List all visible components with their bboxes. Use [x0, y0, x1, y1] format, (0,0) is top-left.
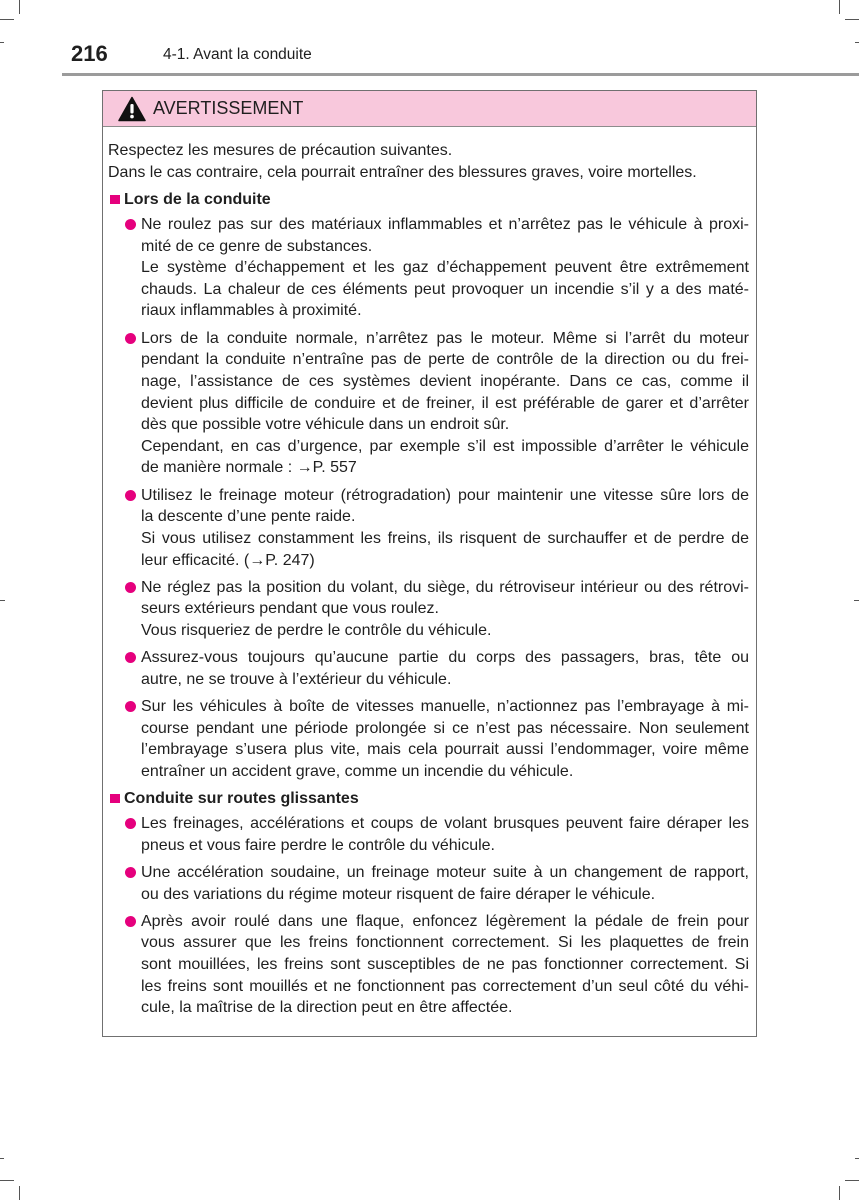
text-line: ou des variations du régime moteur risquent de faire déraper le véhicule. — [141, 885, 656, 903]
text-line: vous assurer que les freins fonctionnent correctement. Si les plaquettes de frein — [141, 934, 749, 952]
paragraph — [141, 862, 749, 905]
text-line: l’embrayage s’usera plus vite, mais cela pourrait aussi l’endommager, voire même — [141, 741, 749, 759]
bullet-item — [141, 696, 749, 783]
crop-mark — [19, 0, 20, 14]
text-line: course pendant une période prolongée si ce n’est pas nécessaire. Non seulement — [141, 719, 749, 737]
crop-mark — [855, 42, 859, 43]
text-line: riaux inflammables à proximité. — [141, 302, 362, 320]
text-line: Si vous utilisez constamment les freins, ils risquent de surchauffer et de perdre de — [141, 529, 749, 547]
text-line: la descente d’une pente raide. — [141, 508, 356, 526]
crop-mark — [19, 1186, 20, 1200]
warning-triangle-icon — [118, 96, 146, 122]
text-line: Le système d’échappement et les gaz d’échappement peuvent être extrêmement — [141, 259, 749, 277]
bullet-icon — [125, 818, 136, 829]
text-line: dès que possible votre véhicule dans un endroit sûr. — [141, 416, 510, 434]
paragraph — [141, 813, 749, 856]
section-heading-text: Conduite sur routes glissantes — [124, 789, 359, 807]
bullet-item — [141, 328, 749, 479]
text-line: Dans le cas contraire, cela pourrait entraîner des blessures graves, voire mortelles. — [108, 163, 697, 181]
bullet-icon — [125, 219, 136, 230]
bullet-item — [141, 813, 749, 856]
paragraph — [141, 696, 749, 783]
warning-title: AVERTISSEMENT — [153, 98, 304, 118]
paragraph — [141, 911, 749, 1019]
text-line: seurs extérieurs pendant que vous roulez. — [141, 600, 439, 618]
bullet-item — [141, 862, 749, 905]
text-line: Assurez-vous toujours qu’aucune partie du corps des passagers, bras, tête ou — [141, 649, 749, 667]
paragraph — [141, 214, 749, 257]
text-line: Sur les véhicules à boîte de vitesses manuelle, n’actionnez pas l’embrayage à mi- — [141, 697, 749, 715]
crop-mark — [839, 1186, 840, 1200]
crop-mark — [839, 0, 840, 14]
text-line: devient plus difficile de conduire et de freiner, il est préférable de garer et d’arrêter — [141, 394, 749, 412]
paragraph — [141, 485, 749, 528]
text-line: mité de ce genre de substances. — [141, 237, 373, 255]
paragraph — [141, 647, 749, 690]
warning-box — [102, 90, 757, 1037]
paragraph — [141, 257, 749, 322]
crop-mark — [845, 1180, 859, 1181]
warning-section — [108, 788, 749, 1019]
text-line: sont mouillées, les freins sont susceptibles de ne pas fonctionner correctement. Si — [141, 955, 749, 973]
warning-section — [108, 189, 749, 783]
text-line: leur efficacité. (→P. 247) — [141, 551, 315, 569]
section-heading — [108, 788, 749, 810]
header-rule — [62, 73, 859, 76]
crop-mark — [0, 600, 5, 601]
text-line: cule, la maîtrise de la direction peut en être affectée. — [141, 999, 513, 1017]
paragraph — [141, 436, 749, 479]
text-line: entraîner un accident grave, comme un incendie du véhicule. — [141, 762, 574, 780]
chapter-title: 4-1. Avant la conduite — [163, 46, 312, 63]
crop-mark — [845, 19, 859, 20]
section-marker-icon — [110, 195, 120, 205]
section-heading — [108, 189, 749, 211]
text-line: pendant la conduite n’entraîne pas de perte de contrôle de la direction ou du frei- — [141, 351, 749, 369]
bullet-item — [141, 214, 749, 322]
text-line: chauds. La chaleur de ces éléments peut provoquer un incendie s’il y a des maté- — [141, 280, 749, 298]
text-line: Après avoir roulé dans une flaque, enfoncez légèrement la pédale de frein pour — [141, 912, 749, 930]
text-line: Vous risqueriez de perdre le contrôle du véhicule. — [141, 621, 492, 639]
text-line: nage, l’assistance de ces systèmes devient inopérante. Dans ce cas, comme il — [141, 372, 749, 390]
bullet-icon — [125, 490, 136, 501]
bullet-icon — [125, 701, 136, 712]
text-line: Ne roulez pas sur des matériaux inflammables et n’arrêtez pas le véhicule à proxi- — [141, 215, 749, 233]
bullet-icon — [125, 333, 136, 344]
text-line: pneus et vous faire perdre le contrôle du véhicule. — [141, 836, 495, 854]
text-line: autre, ne se trouve à l’extérieur du véhicule. — [141, 670, 452, 688]
text-line: Cependant, en cas d’urgence, par exemple s’il est impossible d’arrêter le véhicule — [141, 437, 749, 455]
bullet-item — [141, 647, 749, 690]
paragraph — [141, 528, 749, 571]
bullet-icon — [125, 582, 136, 593]
paragraph — [141, 577, 749, 620]
crop-mark — [0, 19, 14, 20]
bullet-item — [141, 485, 749, 572]
text-line: Lors de la conduite normale, n’arrêtez pas le moteur. Même si l’arrêt du moteur — [141, 329, 749, 347]
section-marker-icon — [110, 794, 120, 804]
warning-body — [103, 127, 756, 1019]
crop-mark — [855, 1158, 859, 1159]
text-line: Ne réglez pas la position du volant, du siège, du rétroviseur intérieur ou des rétrovi- — [141, 578, 749, 596]
text-line: les freins sont mouillés et ne fonctionnent pas correctement d’un seul côté du véhi- — [141, 977, 749, 995]
bullet-icon — [125, 867, 136, 878]
crop-mark — [0, 42, 4, 43]
section-heading-text: Lors de la conduite — [124, 190, 271, 208]
text-line: Une accélération soudaine, un freinage moteur suite à un changement de rapport, — [141, 863, 749, 881]
text-line: Respectez les mesures de précaution suivantes. — [108, 142, 453, 159]
crop-mark — [0, 1158, 4, 1159]
bullet-icon — [125, 916, 136, 927]
text-line: Utilisez le freinage moteur (rétrogradation) pour maintenir une vitesse sûre lors de — [141, 486, 749, 504]
bullet-item — [141, 911, 749, 1019]
bullet-icon — [125, 652, 136, 663]
warning-header — [103, 91, 756, 127]
page-number: 216 — [71, 41, 108, 66]
text-line: Les freinages, accélérations et coups de volant brusques peuvent faire déraper les — [141, 815, 749, 833]
crop-mark — [0, 1180, 14, 1181]
paragraph — [141, 328, 749, 436]
paragraph — [141, 620, 749, 642]
crop-mark — [854, 600, 859, 601]
bullet-item — [141, 577, 749, 642]
text-line: de manière normale : →P. 557 — [141, 459, 357, 477]
warning-intro — [108, 140, 749, 183]
